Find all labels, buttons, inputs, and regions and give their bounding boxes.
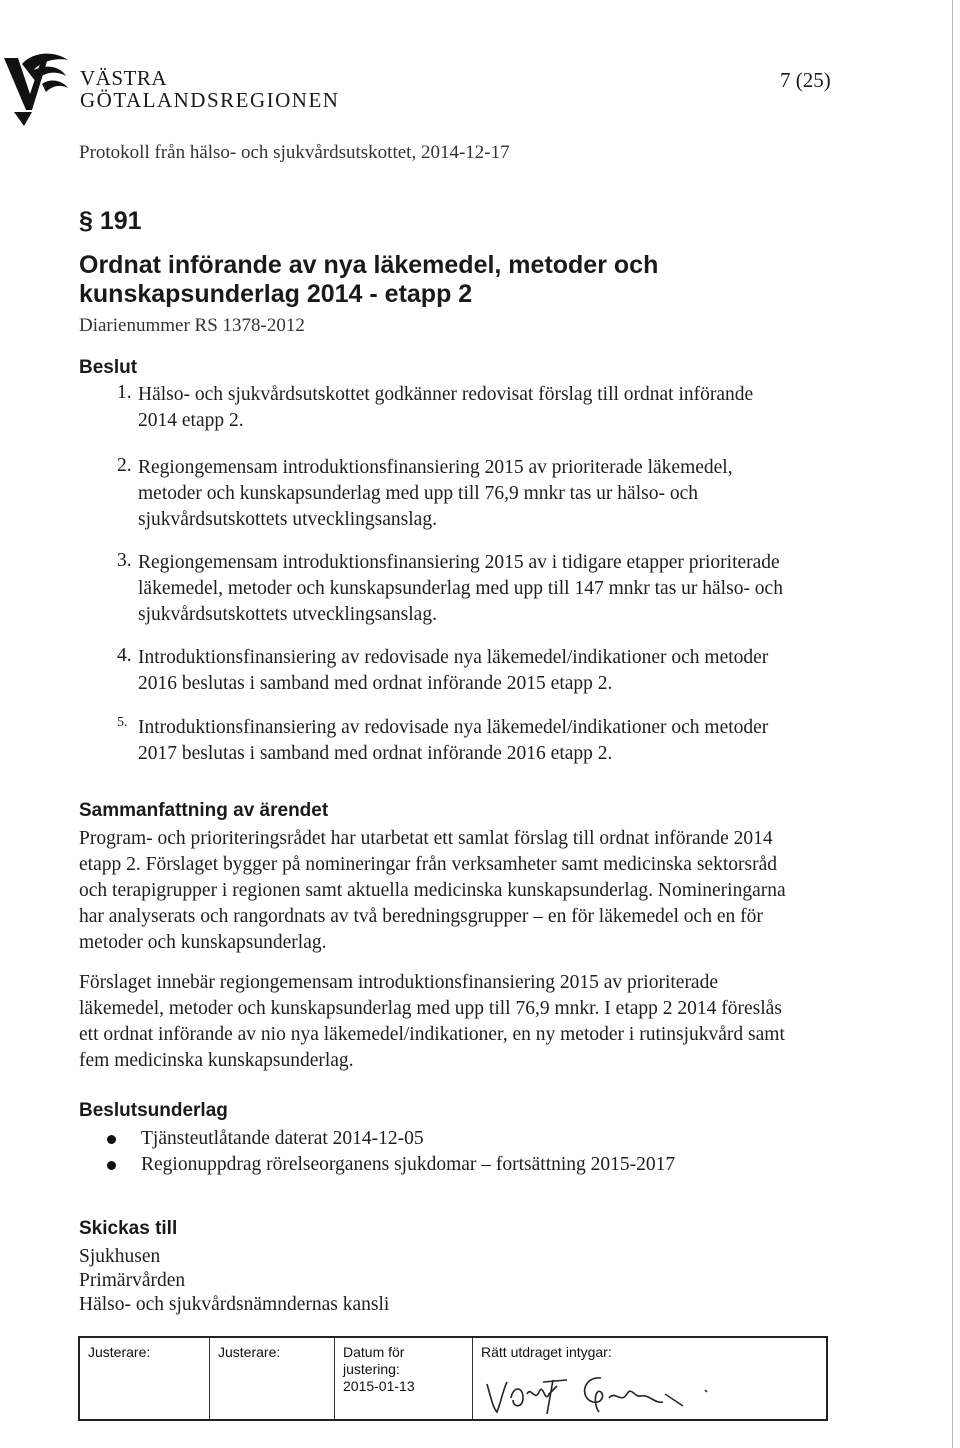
page-title-line1: Ordnat införande av nya läkemedel, metoder och <box>79 251 659 279</box>
beslutsunderlag-list <box>79 1126 675 1178</box>
bullet-icon <box>107 1161 116 1170</box>
beslut-item-text: Introduktionsfinansiering av redovisade nya läkemedel/indikationer och metoder 2016 beslutas i samband med ordnat införande 2015 etapp 2. <box>138 647 769 694</box>
beslut-item-text: Regiongemensam introduktionsfinansiering 2015 av i tidigare etapper prioriterade läkemedel, metoder och kunskapsunderlag med upp till 147 mnkr tas ur hälso- och sjukvårdsutskottets utvecklingsanslag. <box>138 552 783 625</box>
datum-label: justering: <box>343 1361 400 1377</box>
beslut-item-text: Regiongemensam introduktionsfinansiering 2015 av prioriterade läkemedel, metoder och kunskapsunderlag med upp till 76,9 mnkr tas ur hälso- och sjukvårdsutskottets utvecklingsanslag. <box>138 457 733 530</box>
beslut-item-number: 3. <box>117 550 132 571</box>
list-item-text: Tjänsteutlåtande daterat 2014-12-05 <box>141 1128 424 1149</box>
beslut-heading: Beslut <box>79 357 138 378</box>
list-item: Hälso- och sjukvårdsnämndernas kansli <box>79 1294 390 1315</box>
beslut-item-number: 4. <box>117 645 132 666</box>
list-item: Primärvården <box>79 1270 186 1291</box>
list-item <box>79 1152 675 1178</box>
page-number: 7 (25) <box>780 68 831 92</box>
ratt-utdraget-label: Rätt utdraget intygar: <box>481 1344 612 1360</box>
sammanfattning-paragraph: Program- och prioriteringsrådet har utarbetat ett samlat förslag till ordnat införande 2014 etapp 2. Förslaget bygger på nomineringar från verksamheter samt medicinska sektorsråd och terapigrupper i regionen samt aktuella medicinska kunskapsunderlag. Nomineringarna har analyserats och rangordnats av två beredningsgrupper – en för läkemedel och en för metoder och kunskapsunderlag. <box>79 828 786 953</box>
datum-value: 2015-01-13 <box>343 1378 415 1394</box>
bullet-icon <box>107 1135 116 1144</box>
beslut-item-number: 5. <box>117 715 128 730</box>
skickas-list <box>79 1244 389 1316</box>
justerare-cell <box>80 1338 210 1419</box>
beslut-item-number: 1. <box>117 382 132 403</box>
justerare-label: Justerare: <box>218 1344 281 1360</box>
ratt-utdraget-cell <box>473 1338 828 1419</box>
datum-label: Datum för <box>343 1344 405 1360</box>
org-name-line2: GÖTALANDSREGIONEN <box>80 88 340 112</box>
beslut-item-number: 2. <box>117 455 132 476</box>
sammanfattning-paragraph: Förslaget innebär regiongemensam introduktionsfinansiering 2015 av prioriterade läkemedel, metoder och kunskapsunderlag med upp till 76,9 mnkr. I etapp 2 2014 föreslås ett ordnat införande av nio nya läkemedel/indikationer, en ny metoder i rutinsjukvård samt fem medicinska kunskapsunderlag. <box>79 972 785 1071</box>
justering-table <box>78 1336 828 1421</box>
justerare-label: Justerare: <box>88 1344 151 1360</box>
diarienummer: Diarienummer RS 1378-2012 <box>79 315 305 336</box>
protocol-line: Protokoll från hälso- och sjukvårdsutskottet, 2014-12-17 <box>79 142 510 163</box>
list-item <box>79 1126 675 1152</box>
skickas-heading: Skickas till <box>79 1218 178 1239</box>
vgr-logo-icon <box>2 50 76 128</box>
org-name-line1: VÄSTRA <box>80 66 168 90</box>
beslutsunderlag-heading: Beslutsunderlag <box>79 1100 228 1121</box>
list-item-text: Regionuppdrag rörelseorganens sjukdomar – fortsättning 2015-2017 <box>141 1154 676 1175</box>
justerare-cell <box>210 1338 335 1419</box>
scan-edge-line <box>952 0 953 1448</box>
signature-icon <box>483 1368 713 1416</box>
section-number: § 191 <box>79 207 142 235</box>
sammanfattning-heading: Sammanfattning av ärendet <box>79 800 329 821</box>
beslut-item-text: Hälso- och sjukvårdsutskottet godkänner redovisat förslag till ordnat införande 2014 etapp 2. <box>138 384 754 431</box>
list-item: Sjukhusen <box>79 1246 161 1267</box>
beslut-item-text: Introduktionsfinansiering av redovisade nya läkemedel/indikationer och metoder 2017 beslutas i samband med ordnat införande 2016 etapp 2. <box>138 717 769 764</box>
datum-cell <box>335 1338 473 1419</box>
page-title-line2: kunskapsunderlag 2014 - etapp 2 <box>79 280 473 308</box>
